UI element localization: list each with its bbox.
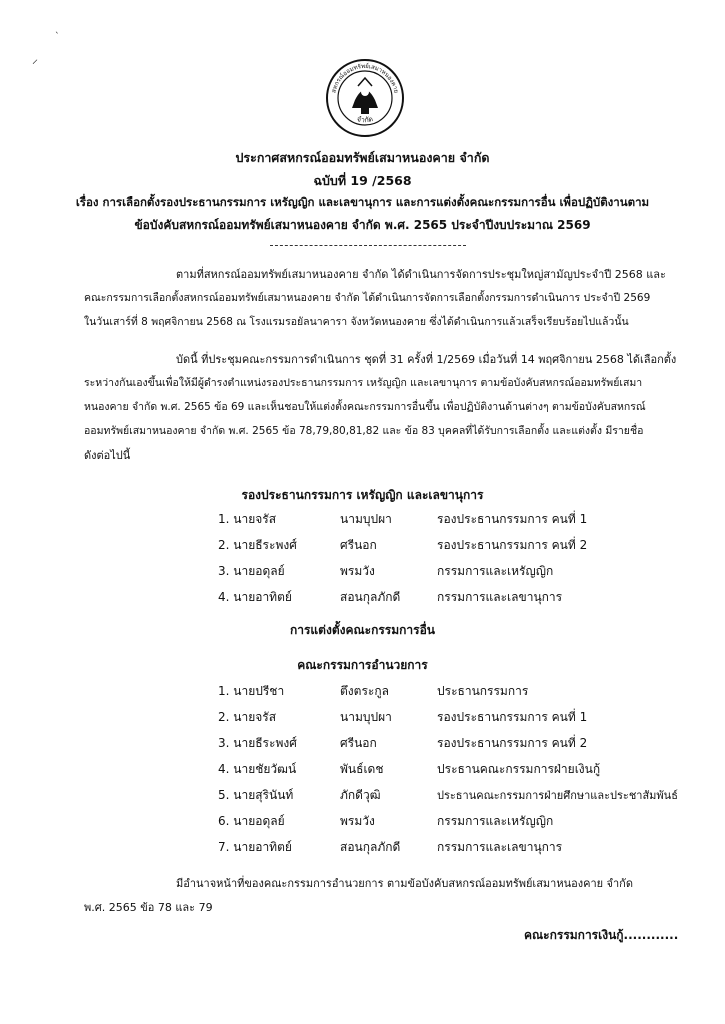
officer-name: 2. นายธีระพงศ์ [218, 538, 297, 552]
committee-row [0, 734, 725, 754]
seal-top-text: สหกรณ์ออมทรัพย์เสมาหนองคาย [330, 62, 400, 94]
paragraph-2-line-1: บัดนี้ ที่ประชุมคณะกรรมการดำเนินการ ชุดที่ 31 ครั้งที่ 1/2569 เมื่อวันที่ 14 พฤศจิกายน 2568 ได้เลือกตั้ง [176, 353, 677, 366]
announcement-title: ประกาศสหกรณ์ออมทรัพย์เสมาหนองคาย จำกัด [235, 150, 490, 165]
member-role: กรรมการและเหรัญญิก [437, 814, 554, 828]
officer-name: 1. นายจรัส [218, 512, 277, 526]
member-role: รองประธานกรรมการ คนที่ 2 [437, 736, 588, 750]
committee-row [0, 682, 725, 702]
committee-row [0, 838, 725, 858]
cooperative-seal [325, 58, 405, 138]
scan-mark: ` [55, 32, 60, 42]
paragraph-2-line-2: ระหว่างกันเองขึ้นเพื่อให้มีผู้ดำรงตำแหน่งรองประธานกรรมการ เหรัญญิก และเลขานุการ ตามข้อบังคับสหกรณ์ออมทรัพย์เสมา [84, 377, 643, 389]
member-name: 2. นายจรัส [218, 710, 277, 724]
member-name: 3. นายธีระพงศ์ [218, 736, 297, 750]
officer-surname: สอนกุลภักดี [340, 590, 401, 604]
member-surname: สอนกุลภักดี [340, 840, 401, 854]
paragraph-1-line-3: ในวันเสาร์ที่ 8 พฤศจิกายน 2568 ณ โรงแรมรอยัลนาคารา จังหวัดหนองคาย ซึ่งได้ดำเนินการแล้วเสร็จเรียบร้อยไปแล้วนั้น [84, 316, 629, 328]
section-1-heading: รองประธานกรรมการ เหรัญญิก และเลขานุการ [241, 488, 484, 502]
committee-row [0, 786, 725, 806]
header-divider [270, 245, 466, 246]
officer-surname: นามบุปผา [340, 512, 392, 526]
officer-name: 3. นายอดุลย์ [218, 564, 285, 578]
member-surname: พรมวัง [340, 814, 375, 828]
officer-row [0, 562, 725, 582]
duty-line-2: พ.ศ. 2565 ข้อ 78 และ 79 [84, 901, 213, 914]
member-name: 6. นายอดุลย์ [218, 814, 285, 828]
seal-bottom-text: จำกัด [356, 115, 374, 125]
member-name: 4. นายชัยวัฒน์ [218, 762, 297, 776]
officer-surname: ศรีนอก [340, 538, 377, 552]
section-2-subheading: คณะกรรมการอำนวยการ [297, 658, 428, 672]
subject-line-1: เรื่อง การเลือกตั้งรองประธานกรรมการ เหรัญญิก และเลขานุการ และการแต่งตั้งคณะกรรมการอื่น เพื่อปฏิบัติงานตาม [75, 195, 650, 209]
member-role: รองประธานกรรมการ คนที่ 1 [437, 710, 588, 724]
section-2-heading: การแต่งตั้งคณะกรรมการอื่น [289, 623, 436, 637]
member-surname: ศรีนอก [340, 736, 377, 750]
officer-role: กรรมการและเลขานุการ [437, 590, 563, 604]
member-role: ประธานกรรมการ [437, 684, 529, 698]
svg-text:จำกัด [356, 115, 374, 124]
seal-emblem-icon [325, 58, 405, 138]
member-role: กรรมการและเลขานุการ [437, 840, 563, 854]
member-role: ประธานคณะกรรมการฝ่ายศึกษาและประชาสัมพันธ์ [437, 789, 678, 802]
committee-row [0, 760, 725, 780]
officer-role: รองประธานกรรมการ คนที่ 1 [437, 512, 588, 526]
member-name: 1. นายปรีชา [218, 684, 285, 698]
officer-name: 4. นายอาทิตย์ [218, 590, 292, 604]
subject-line-2: ข้อบังคับสหกรณ์ออมทรัพย์เสมาหนองคาย จำกัด พ.ศ. 2565 ประจำปีงบประมาณ 2569 [134, 218, 591, 232]
member-name: 7. นายอาทิตย์ [218, 840, 292, 854]
member-surname: ตึงตระกูล [340, 684, 389, 698]
officer-role: รองประธานกรรมการ คนที่ 2 [437, 538, 588, 552]
paragraph-1-line-1: ตามที่สหกรณ์ออมทรัพย์เสมาหนองคาย จำกัด ได้ดำเนินการจัดการประชุมใหญ่สามัญประจำปี 2568 และ [176, 268, 666, 281]
paragraph-2-line-3: หนองคาย จำกัด พ.ศ. 2565 ข้อ 69 และเห็นชอบให้แต่งตั้งคณะกรรมการอื่นขึ้น เพื่อปฏิบัติงานด้านต่างๆ ตามข้อบังคับสหกรณ์ [84, 401, 646, 413]
member-surname: พันธ์เดช [340, 762, 384, 776]
officer-row [0, 588, 725, 608]
member-role: ประธานคณะกรรมการฝ่ายเงินกู้ [437, 762, 601, 776]
announcement-number: ฉบับที่ 19 /2568 [313, 173, 412, 188]
officer-role: กรรมการและเหรัญญิก [437, 564, 554, 578]
continued-on-next-page: คณะกรรมการเงินกู้............ [524, 928, 679, 942]
committee-row [0, 812, 725, 832]
member-surname: นามบุปผา [340, 710, 392, 724]
officer-surname: พรมวัง [340, 564, 375, 578]
paragraph-1-line-2: คณะกรรมการเลือกตั้งสหกรณ์ออมทรัพย์เสมาหนองคาย จำกัด ได้ดำเนินการจัดการเลือกตั้งกรรมการดำเนินการ ประจำปี 2569 [84, 292, 651, 304]
officer-row [0, 510, 725, 530]
member-surname: ภักดีวุฒิ [340, 788, 381, 802]
scan-mark: ⸝ [32, 52, 39, 66]
paragraph-2-line-4: ออมทรัพย์เสมาหนองคาย จำกัด พ.ศ. 2565 ข้อ 78,79,80,81,82 และ ข้อ 83 บุคคลที่ได้รับการเลือกตั้ง และแต่งตั้ง มีรายชื่อ [84, 425, 644, 437]
duty-line-1: มีอำนาจหน้าที่ของคณะกรรมการอำนวยการ ตามข้อบังคับสหกรณ์ออมทรัพย์เสมาหนองคาย จำกัด [176, 877, 633, 890]
paragraph-2-line-5: ดังต่อไปนี้ [84, 449, 131, 462]
member-name: 5. นายสุรินันท์ [218, 788, 294, 802]
officer-row [0, 536, 725, 556]
committee-row [0, 708, 725, 728]
